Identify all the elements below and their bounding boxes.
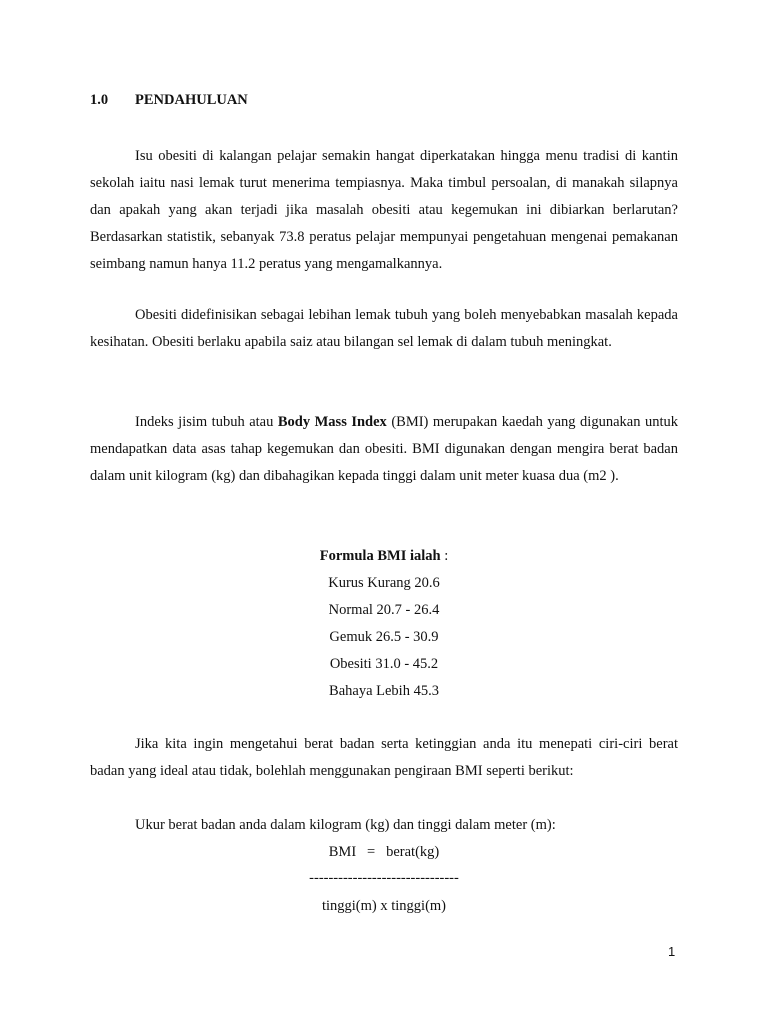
formula-title-bold: Formula BMI ialah [319, 548, 441, 564]
bmi-category-item: Gemuk 26.5 - 30.9 [329, 629, 439, 645]
paragraph-1-text: Isu obesiti di kalangan pelajar semakin hangat diperkatakan hingga menu tradisi di kantin sekolah iaitu nasi lemak turut menerima tempiasnya. Maka timbul persoalan, di manakah silapnya dan apakah yang akan terjadi jika masalah obesiti atau kegemukan ini dibiarkan berlarutan? Berdasarkan statistik, sebanyak 73.8 peratus pelajar mempunyai pengetahuan mengenai pemakanan seimbang namun hanya 11.2 peratus yang mengamalkannya. [90, 148, 678, 272]
section-number: 1.0 [90, 92, 109, 108]
bmi-category-item: Bahaya Lebih 45.3 [329, 683, 439, 699]
paragraph-3-text-end: (BMI) merupakan kaedah yang digunakan untuk mendapatkan data asas tahap kegemukan dan obesiti. BMI digunakan dengan mengira berat badan dalam unit kilogram (kg) dan dibahagikan kepada tinggi dalam unit meter kuasa dua (m2 ). [90, 414, 678, 484]
paragraph-2-text: Obesiti didefinisikan sebagai lebihan lemak tubuh yang boleh menyebabkan masalah kepada kesihatan. Obesiti berlaku apabila saiz atau bilangan sel lemak di dalam tubuh meningkat. [90, 307, 678, 350]
page-number: 1 [668, 944, 676, 959]
paragraph-3 [90, 409, 678, 490]
bmi-category-item: Normal 20.7 - 26.4 [328, 602, 440, 618]
bmi-category-item: Kurus Kurang 20.6 [328, 575, 440, 591]
paragraph-3-text-start: Indeks jisim tubuh atau [135, 414, 278, 430]
bmi-equation-numerator: BMI = berat(kg) [328, 844, 440, 860]
paragraph-4 [90, 731, 678, 785]
paragraph-5-text: Ukur berat badan anda dalam kilogram (kg) dan tinggi dalam meter (m): [135, 817, 556, 833]
bmi-equation-divider: ------------------------------- [309, 870, 459, 886]
paragraph-3-bold-term: Body Mass Index [277, 414, 387, 430]
formula-title-suffix: : [440, 548, 449, 564]
section-heading [90, 92, 248, 109]
bmi-equation-denominator: tinggi(m) x tinggi(m) [321, 898, 447, 914]
bmi-category-item: Obesiti 31.0 - 45.2 [329, 656, 439, 672]
bmi-category-list [90, 570, 678, 705]
paragraph-1 [90, 143, 678, 278]
formula-title [90, 543, 678, 570]
paragraph-4-text: Jika kita ingin mengetahui berat badan serta ketinggian anda itu menepati ciri-ciri berat badan yang ideal atau tidak, bolehlah menggunakan pengiraan BMI seperti berikut: [90, 736, 678, 779]
paragraph-5 [90, 812, 678, 839]
paragraph-2 [90, 302, 678, 356]
section-title: PENDAHULUAN [135, 92, 248, 108]
